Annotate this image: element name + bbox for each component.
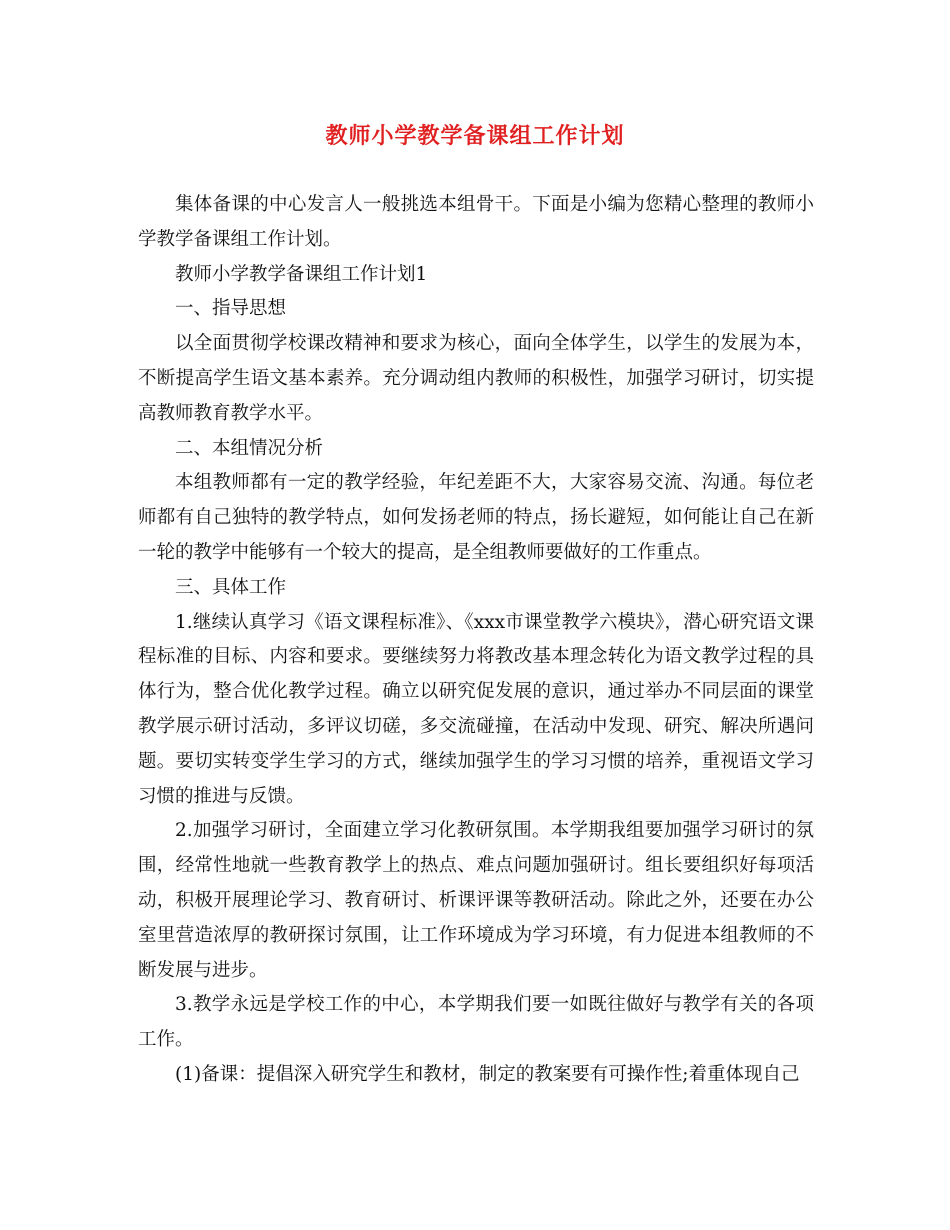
section-heading-specific-work: 三、具体工作: [175, 576, 287, 598]
section-heading-guiding-thought: 一、指导思想: [175, 298, 287, 320]
group-analysis-paragraph: 本组教师都有一定的教学经验，年纪差距不大，大家容易交流、沟通。每位老师都有自己独特的教学特点，如何发扬老师的特点，扬长避短，如何能让自己在新一轮的教学中能够有一个较大的提高，是全组教师要做好的工作重点。: [138, 472, 814, 563]
document-title: 教师小学教学备课组工作计划: [325, 123, 625, 149]
plan-subtitle: 教师小学教学备课组工作计划1: [175, 263, 428, 285]
work-item-1-paragraph: 1.继续认真学习《语文课程标准》、《xxx市课堂教学六模块》，潜心研究语文课程标准的目标、内容和要求。要继续努力将教改基本理念转化为语文教学过程的具体行为，整合优化教学过程。确立以研究促发展的意识，通过举办不同层面的课堂教学展示研讨活动，多评议切磋，多交流碰撞，在活动中发现、研究、解决所遇问题。要切实转变学生学习的方式，继续加强学生的学习习惯的培养，重视语文学习习惯的推进与反馈。: [138, 611, 814, 807]
work-item-2-paragraph: 2.加强学习研讨，全面建立学习化教研氛围。本学期我组要加强学习研讨的氛围，经常性地就一些教育教学上的热点、难点问题加强研讨。组长要组织好每项活动，积极开展理论学习、教育研讨、析课评课等教研活动。除此之外，还要在办公室里营造浓厚的教研探讨氛围，让工作环境成为学习环境，有力促进本组教师的不断发展与进步。: [138, 820, 814, 981]
lesson-prep-paragraph: (1)备课：提倡深入研究学生和教材，制定的教案要有可操作性;着重体现自己: [175, 1063, 800, 1085]
section-heading-group-analysis: 二、本组情况分析: [175, 437, 324, 459]
intro-paragraph: 集体备课的中心发言人一般挑选本组骨干。下面是小编为您精心整理的教师小学教学备课组工作计划。: [138, 194, 814, 250]
guiding-thought-paragraph: 以全面贯彻学校课改精神和要求为核心，面向全体学生，以学生的发展为本，不断提高学生语文基本素养。充分调动组内教师的积极性，加强学习研讨，切实提高教师教育教学水平。: [138, 333, 814, 424]
document-body: [138, 188, 814, 1093]
work-item-3-paragraph: 3.教学永远是学校工作的中心，本学期我们要一如既往做好与教学有关的各项工作。: [138, 994, 814, 1051]
